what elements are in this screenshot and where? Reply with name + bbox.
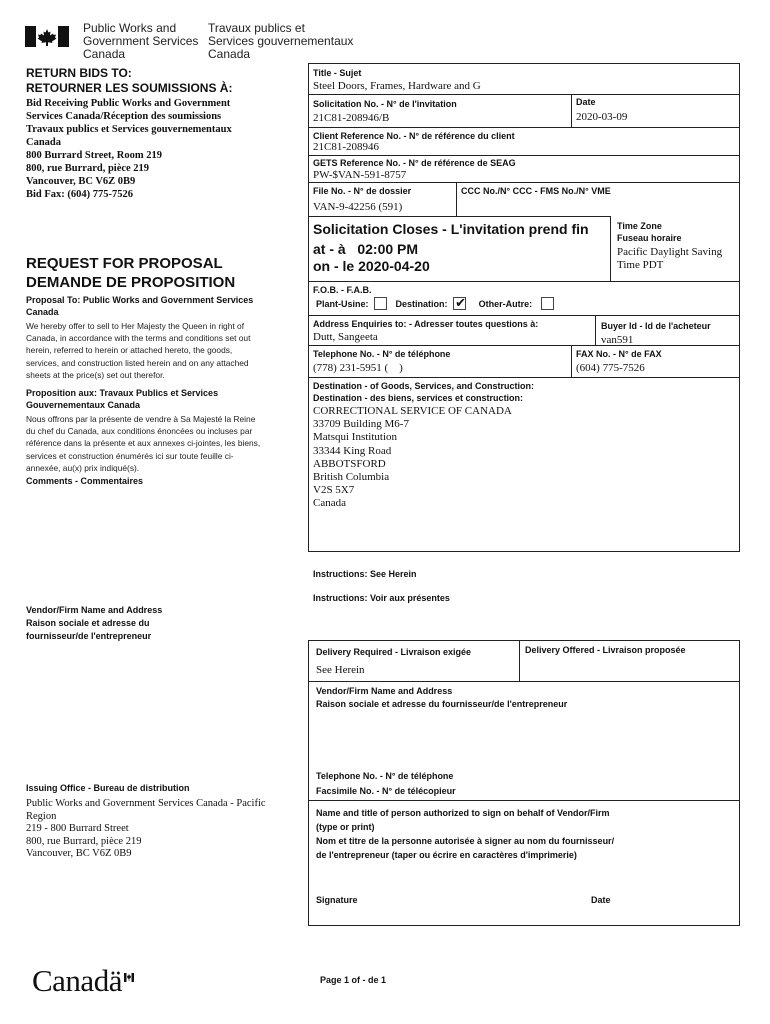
dept-name-en-line3: Canada	[83, 47, 126, 61]
canada-flag-logo	[25, 26, 69, 47]
client-ref-label: Client Reference No. - N° de référence du client	[313, 131, 515, 141]
return-bids-title-fr: RETOURNER LES SOUMISSIONS À:	[26, 81, 233, 95]
proposal-title	[26, 254, 235, 292]
other-autre-label: Other-Autre:	[478, 298, 533, 309]
canada-wordmark: Canadä	[32, 963, 122, 998]
other-autre-checkbox[interactable]	[541, 297, 554, 310]
destination-checkbox[interactable]	[453, 297, 466, 310]
delivery-offered-label: Delivery Offered - Livraison proposée	[525, 645, 686, 655]
return-bids-address: Bid Receiving Public Works and Government Services Canada/Réception des soumissions Travaux publics et Services gouvernementaux Canada 800 Burrard Street, Room 219 800, rue Burrard, pièce 219 Vancouver, BC V6Z 0B9 Bid Fax: (604) 775-7526	[26, 98, 232, 200]
proposal-title-en: REQUEST FOR PROPOSAL	[26, 255, 223, 272]
vendor-left-label	[26, 604, 162, 643]
signature-field[interactable]	[312, 908, 582, 924]
dept-name-fr	[208, 22, 353, 61]
proposal-to-fr-body: Nous offrons par la présente de vendre à Sa Majesté la Reine du chef du Canada, aux conditions énoncées ou incluses par référence dans la présente et aux annexes ci-jointes, les biens, services et construction énumérés ici sur toute feuille ci-annexée, au(x) prix indiqué(s).	[26, 414, 261, 473]
authorized-person-label	[316, 806, 614, 862]
authorized-person-line4: de l'entrepreneur (taper ou écrire en caractères d'imprimerie)	[316, 850, 577, 860]
closes-at	[313, 241, 418, 257]
timezone-label-en: Time Zone	[617, 221, 662, 231]
timezone-label	[617, 220, 682, 244]
authorized-person-line1: Name and title of person authorized to sign on behalf of Vendor/Firm	[316, 808, 610, 818]
fax-label: FAX No. - N° de FAX	[576, 349, 662, 359]
file-no-label: File No. - N° de dossier	[313, 186, 412, 196]
comments-label: Comments - Commentaires	[26, 476, 144, 486]
destination-goods-label	[313, 380, 534, 404]
dept-name-en	[83, 22, 198, 61]
destination-label: Destination:	[395, 298, 448, 309]
phone-label: Telephone No. - N° de téléphone	[313, 349, 451, 359]
authorized-person-line2: (type or print)	[316, 822, 375, 832]
signature-date-label: Date	[591, 895, 611, 905]
buyer-id-value: van591	[601, 334, 634, 345]
enquiries-value: Dutt, Sangeeta	[313, 331, 378, 343]
closes-on	[313, 258, 430, 274]
return-bids-title-en: RETURN BIDS TO:	[26, 66, 132, 80]
telephone-label: Telephone No. - N° de téléphone	[316, 771, 454, 781]
title-value: Steel Doors, Frames, Hardware and G	[313, 80, 481, 92]
buyer-id-label: Buyer Id - Id de l'acheteur	[601, 321, 711, 331]
client-ref-value: 21C81-208946	[313, 141, 379, 153]
facsimile-label: Facsimile No. - N° de télécopieur	[316, 786, 456, 796]
plant-usine-checkbox[interactable]	[374, 297, 387, 310]
vendor-firm-label	[316, 685, 567, 711]
vendor-left-label-3: fournisseur/de l'entrepreneur	[26, 631, 152, 641]
destination-goods-label-en: Destination - of Goods, Services, and Construction:	[313, 381, 535, 391]
fob-options	[316, 298, 554, 311]
vendor-left-label-1: Vendor/Firm Name and Address	[26, 605, 163, 615]
destination-goods-value: CORRECTIONAL SERVICE OF CANADA 33709 Building M6-7 Matsqui Institution 33344 King Road ABBOTSFORD British Columbia V2S 5X7 Canada	[313, 405, 512, 510]
dept-name-fr-line1: Travaux publics et	[208, 21, 305, 35]
closes-label: Solicitation Closes - L'invitation prend fin	[313, 221, 589, 237]
fax-value: (604) 775-7526	[576, 362, 645, 374]
timezone-value: Pacific Daylight Saving Time PDT	[617, 246, 723, 271]
signature-label: Signature	[316, 895, 358, 905]
proposal-to-en-body: We hereby offer to sell to Her Majesty the Queen in right of Canada, in accordance with the terms and conditions set out herein, referred to herein or attached hereto, the goods, services, and construction listed herein and on any attached sheets at the price(s) set out therefor.	[26, 321, 251, 380]
instructions-fr: Instructions: Voir aux présentes	[313, 593, 450, 603]
instructions-en: Instructions: See Herein	[313, 569, 417, 579]
fob-label: F.O.B. - F.A.B.	[313, 285, 372, 295]
title-label: Title - Sujet	[313, 68, 362, 78]
authorized-person-field[interactable]	[312, 864, 736, 892]
wordmark-flag-icon	[124, 969, 134, 978]
proposal-to-en-label: Proposal To: Public Works and Government Services Canada	[26, 295, 254, 317]
proposal-to-fr-label: Proposition aux: Travaux Publics et Services Gouvernementaux Canada	[26, 388, 219, 410]
dept-name-fr-line3: Canada	[208, 47, 251, 61]
vendor-left-label-2: Raison sociale et adresse du	[26, 618, 150, 628]
plant-usine-label: Plant-Usine:	[316, 298, 369, 309]
dept-name-fr-line2: Services gouvernementaux	[208, 34, 354, 48]
delivery-offered-field[interactable]	[521, 657, 737, 679]
vendor-firm-label-fr: Raison sociale et adresse du fournisseur/de l'entrepreneur	[316, 699, 568, 709]
gets-ref-label: GETS Reference No. - N° de référence de SEAG	[313, 158, 516, 168]
delivery-required-value: See Herein	[316, 664, 365, 676]
closes-on-value: 2020-04-20	[358, 258, 430, 274]
closes-at-label: at - à	[313, 241, 346, 257]
ccc-no-label: CCC No./N° CCC - FMS No./N° VME	[461, 186, 611, 196]
enquiries-label: Address Enquiries to: - Adresser toutes questions à:	[313, 319, 539, 329]
solicitation-value: 21C81-208946/B	[313, 112, 390, 124]
authorized-person-line3: Nom et titre de la personne autorisée à signer au nom du fournisseur/	[316, 836, 615, 846]
timezone-label-fr: Fuseau horaire	[617, 233, 682, 243]
issuing-office-address: Public Works and Government Services Canada - Pacific Region 219 - 800 Burrard Street 800, rue Burrard, pièce 219 Vancouver, BC V6Z 0B9	[26, 798, 266, 859]
gets-ref-value: PW-$VAN-591-8757	[313, 169, 407, 181]
date-value: 2020-03-09	[576, 111, 628, 123]
phone-value: (778) 231-5951 ( )	[313, 362, 403, 374]
file-no-value: VAN-9-42256 (591)	[313, 201, 403, 213]
solicitation-label: Solicitation No. - N° de l'invitation	[313, 99, 457, 109]
page-number: Page 1 of - de 1	[320, 975, 387, 985]
vendor-firm-field[interactable]	[312, 712, 736, 768]
delivery-required-label: Delivery Required - Livraison exigée	[316, 647, 472, 657]
issuing-office-label: Issuing Office - Bureau de distribution	[26, 783, 190, 793]
closes-on-label: on - le	[313, 258, 355, 274]
dept-name-en-line1: Public Works and	[83, 21, 177, 35]
destination-goods-label-fr: Destination - des biens, services et construction:	[313, 393, 524, 403]
dept-name-en-line2: Government Services	[83, 34, 199, 48]
return-bids-title	[26, 66, 232, 96]
date-label: Date	[576, 97, 596, 107]
closes-at-value: 02:00 PM	[357, 241, 419, 257]
vendor-firm-label-en: Vendor/Firm Name and Address	[316, 686, 453, 696]
proposal-title-fr: DEMANDE DE PROPOSITION	[26, 274, 236, 291]
signature-date-field[interactable]	[588, 908, 736, 924]
